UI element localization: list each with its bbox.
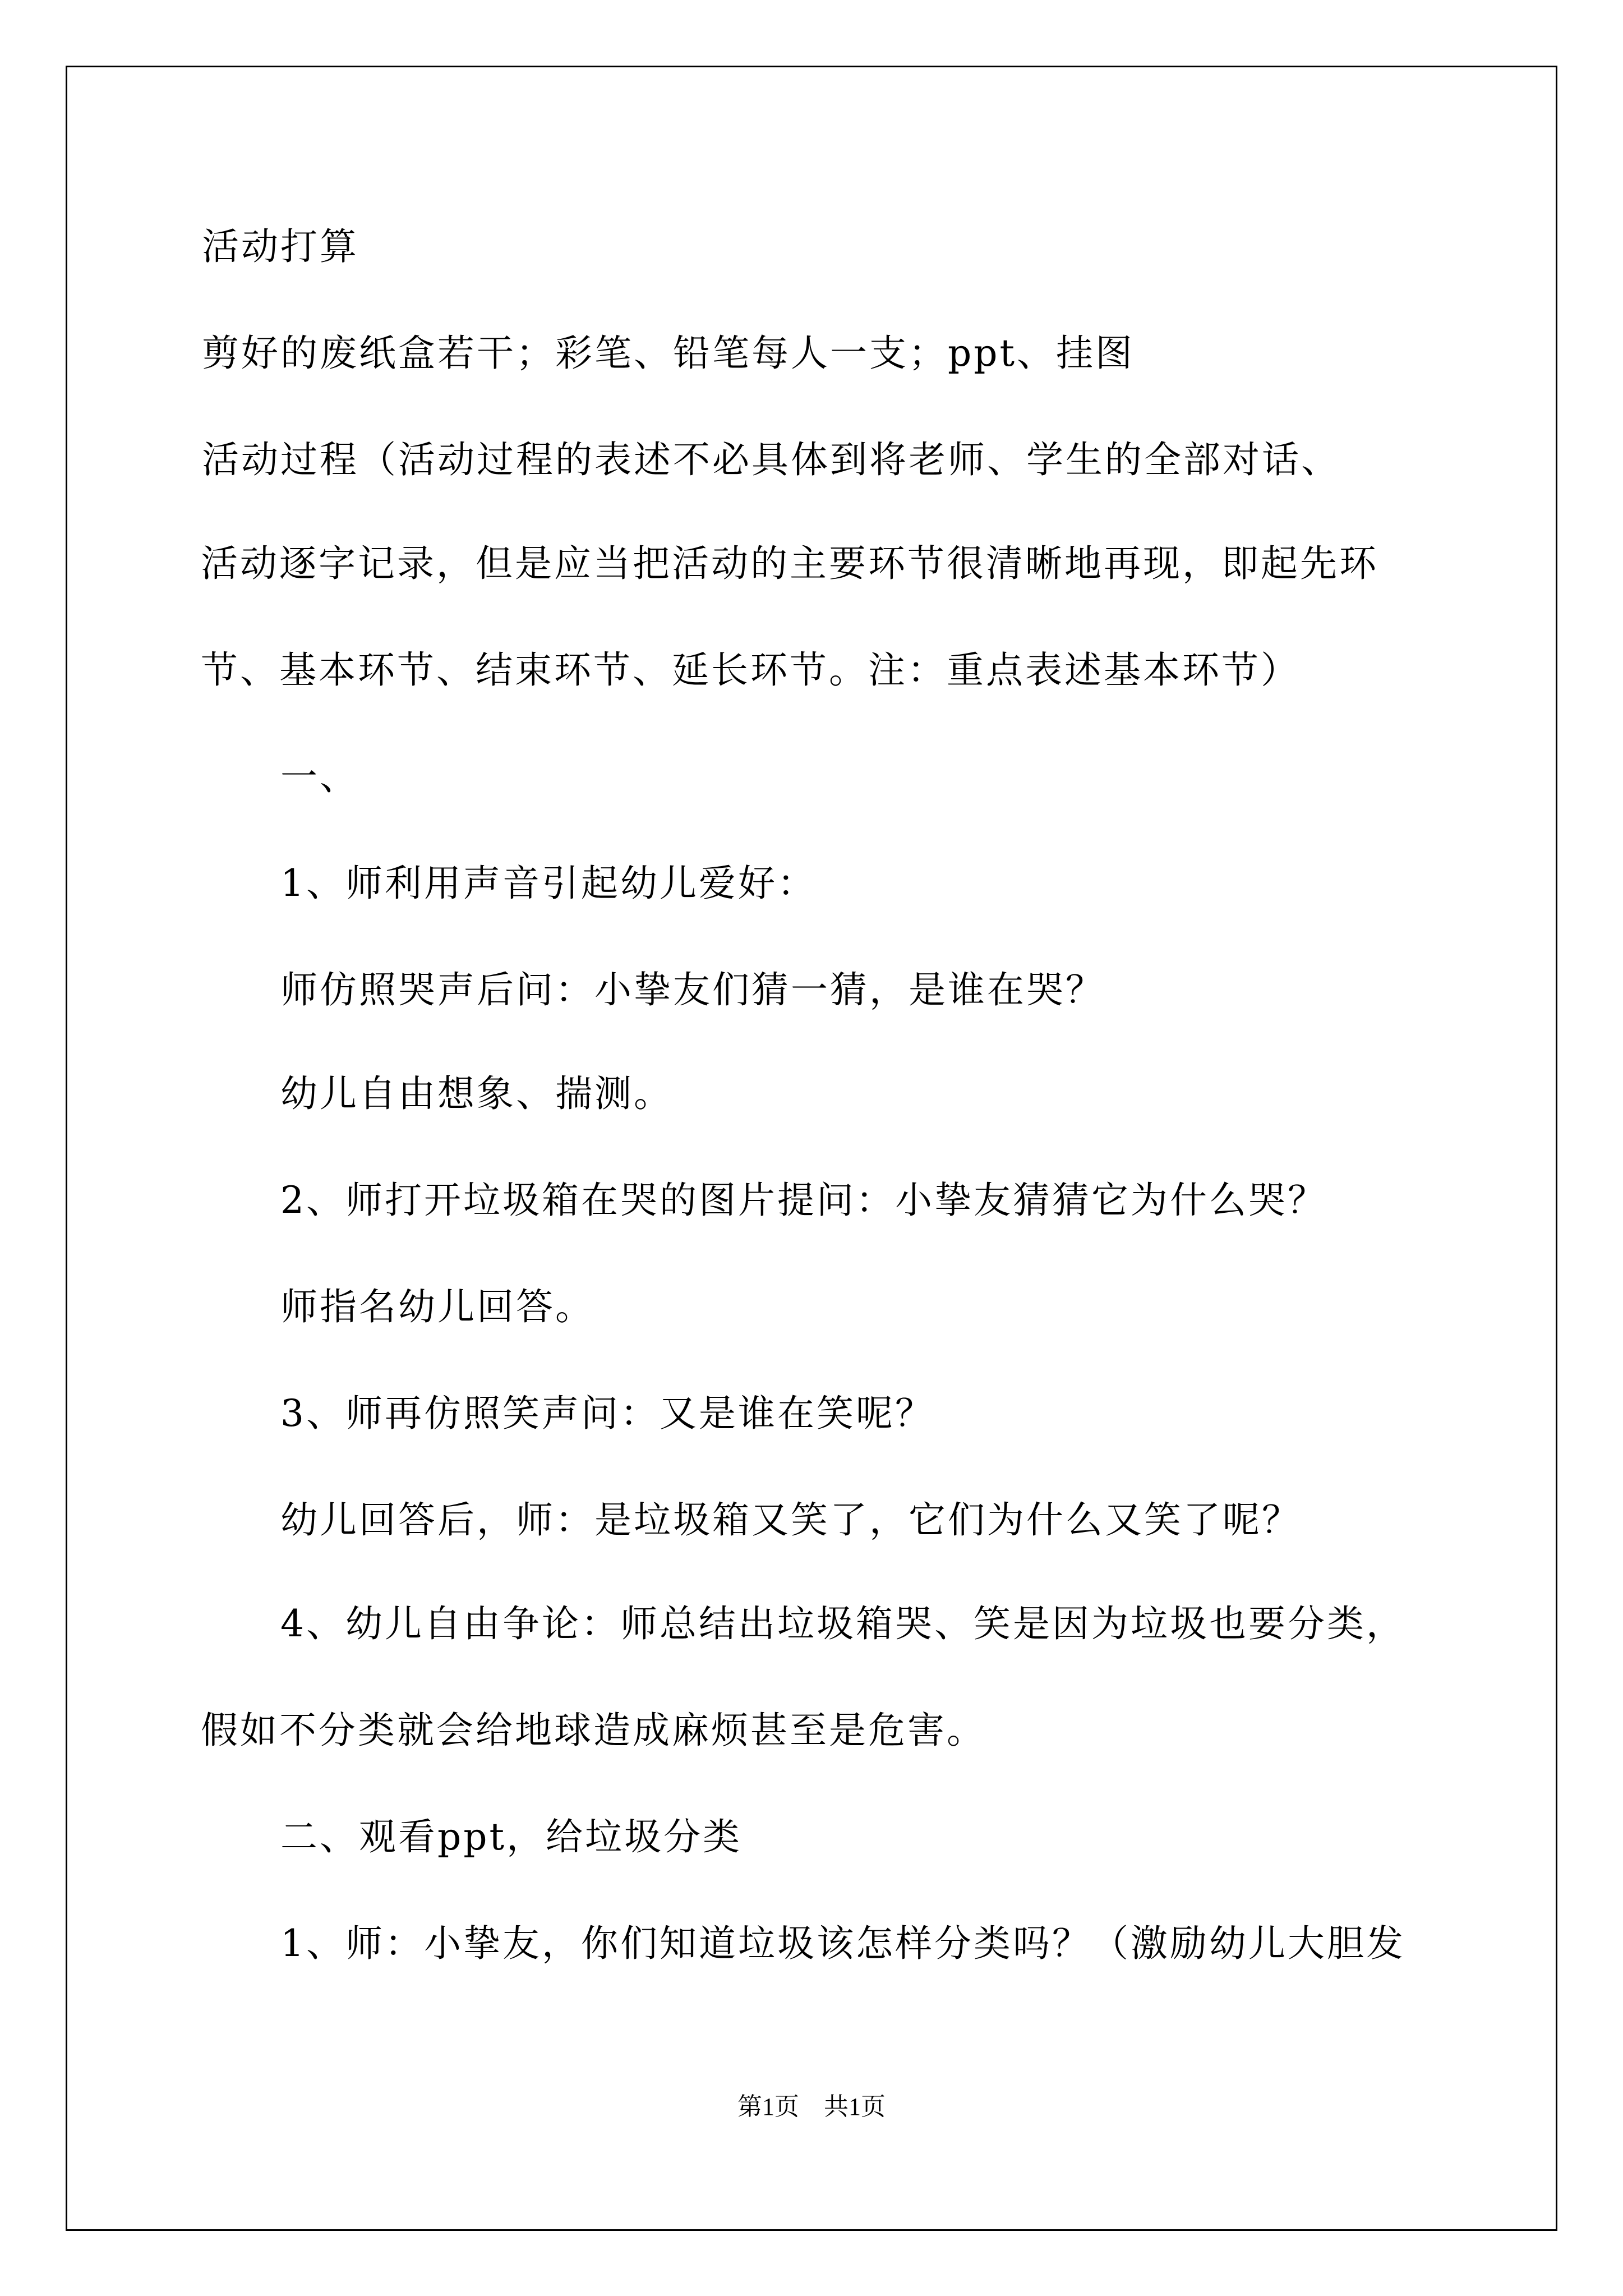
paragraph-heading-activity-prep: 活动打算 — [202, 225, 359, 268]
paragraph-step-4-cont: 假如不分类就会给地球造成麻烦甚至是危害。 — [201, 1709, 986, 1752]
paragraph-materials: 剪好的废纸盒若干；彩笔、铅笔每人一支；ppt、挂图 — [202, 332, 1135, 375]
paragraph-step-1: 1、师利用声音引起幼儿爱好： — [280, 862, 817, 905]
section-heading-two: 二、观看ppt，给垃圾分类 — [280, 1815, 743, 1858]
paragraph-step-1-response: 幼儿自由想象、揣测。 — [280, 1072, 673, 1115]
section-heading-one: 一、 — [280, 755, 359, 798]
page-footer: 第1页 共1页 — [737, 2093, 886, 2120]
paragraph-section-two-step-1: 1、师：小挚友，你们知道垃圾该怎样分类吗？（激励幼儿大胆发 — [280, 1922, 1405, 1965]
page-border — [66, 66, 1557, 2231]
paragraph-step-4: 4、幼儿自由争论：师总结出垃圾箱哭、笑是因为垃圾也要分类， — [280, 1602, 1405, 1645]
paragraph-step-3: 3、师再仿照笑声问：又是谁在笑呢？ — [280, 1392, 934, 1435]
paragraph-step-3-response: 幼儿回答后，师：是垃圾箱又笑了，它们为什么又笑了呢？ — [280, 1498, 1301, 1542]
paragraph-process-intro-cont-1: 活动逐字记录，但是应当把活动的主要环节很清晰地再现，即起先环 — [201, 542, 1378, 585]
paragraph-process-intro-cont-2: 节、基本环节、结束环节、延长环节。注：重点表述基本环节） — [201, 648, 1300, 692]
paragraph-step-2-response: 师指名幼儿回答。 — [280, 1285, 594, 1328]
paragraph-process-intro: 活动过程（活动过程的表述不必具体到将老师、学生的全部对话、 — [202, 438, 1340, 481]
paragraph-step-2: 2、师打开垃圾箱在哭的图片提问：小挚友猜猜它为什么哭？ — [280, 1179, 1327, 1222]
paragraph-step-1-detail: 师仿照哭声后问：小挚友们猜一猜，是谁在哭？ — [280, 968, 1105, 1011]
